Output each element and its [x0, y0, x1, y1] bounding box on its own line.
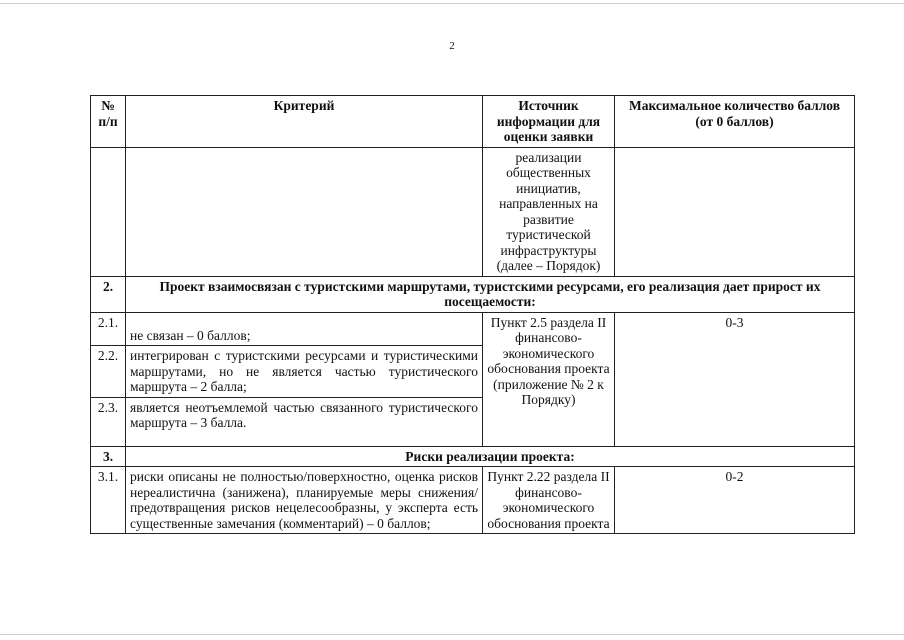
- continuation-row: [91, 147, 855, 276]
- row-text: риски описаны не полностью/поверхностно, оценка рисков нереалистична (занижена), планируемые меры снижения/предотвращения рисков нецелесообразны, у эксперта есть существенные замечания (комментарий) – 0 баллов;: [126, 467, 483, 534]
- header-source: Источник информации для оценки заявки: [483, 96, 615, 148]
- section-2-source: Пункт 2.5 раздела II финансово-экономического обоснования проекта (приложение № 2 к Порядку): [483, 312, 615, 446]
- row-text: интегрирован с туристскими ресурсами и туристическими маршрутами, но не является частью туристического маршрута – 2 балла;: [126, 346, 483, 398]
- row-num: 2.1.: [91, 312, 126, 346]
- section-3-max: 0-2: [615, 467, 855, 534]
- header-max-score: Максимальное количество баллов (от 0 баллов): [615, 96, 855, 148]
- row-num: 2.3.: [91, 397, 126, 446]
- row-text: является неотъемлемой частью связанного туристического маршрута – 3 балла.: [126, 397, 483, 446]
- page-number: 2: [449, 40, 455, 52]
- scan-edge-top: [0, 3, 904, 4]
- section-3-title-row: [91, 446, 855, 467]
- section-3-source: Пункт 2.22 раздела II финансово-экономического обоснования проекта: [483, 467, 615, 534]
- section-2-max: 0-3: [615, 312, 855, 446]
- section-2-title: Проект взаимосвязан с туристскими маршрутами, туристскими ресурсами, его реализация дает прирост их посещаемости:: [126, 276, 855, 312]
- continuation-source: реализации общественных инициатив, направленных на развитие туристической инфраструктуры (далее – Порядок): [483, 147, 615, 276]
- scan-edge-bottom: [0, 634, 904, 635]
- header-criterion: Критерий: [126, 96, 483, 148]
- row-num: 3.1.: [91, 467, 126, 534]
- row-text: не связан – 0 баллов;: [126, 312, 483, 346]
- section-2-num: 2.: [91, 276, 126, 312]
- table-header-row: [91, 96, 855, 148]
- section-3-title: Риски реализации проекта:: [126, 446, 855, 467]
- row-num: 2.2.: [91, 346, 126, 398]
- section-2-title-row: [91, 276, 855, 312]
- table-row: [91, 312, 855, 346]
- criteria-table: [90, 95, 855, 534]
- header-num: № п/п: [91, 96, 126, 148]
- section-3-num: 3.: [91, 446, 126, 467]
- table-row: [91, 467, 855, 534]
